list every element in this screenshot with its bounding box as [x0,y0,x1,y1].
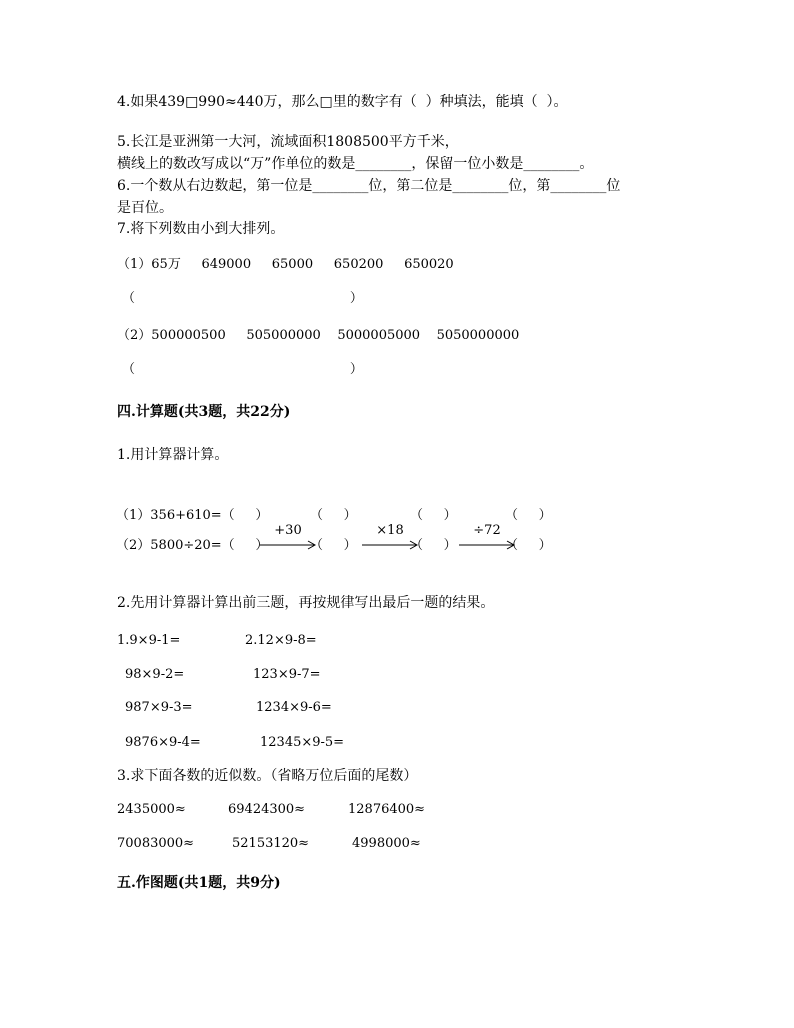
question-7-answer-1: （ ） [122,291,363,306]
calc-1-row-2-blank-4: （ ） [505,538,552,553]
question-7-answer-2: （ ） [122,362,363,377]
calc-2-title: 2.先用计算器计算出前三题，再按规律写出最后一题的结果。 [117,595,495,611]
calc-3-r1b: 69424300≈ [228,802,306,817]
calc-2-r4b: 12345×9-5= [260,735,345,750]
calc-1-row-2-blank-3: （ ） [410,538,457,553]
calc-2-r1a: 1.9×9-1= [117,633,181,648]
calc-3-r2a: 70083000≈ [117,836,195,851]
section-4-heading: 四.计算题(共3题，共22分) [117,404,291,420]
calc-1-row-2-blank-2: （ ） [310,538,357,553]
question-6-line-2: 是百位。 [117,200,173,216]
question-4: 4.如果439□990≈440万，那么□里的数字有（ ）种填法，能填（ ）。 [117,94,568,110]
calc-1-row-1-blank-4: （ ） [505,508,552,523]
calc-3-r1c: 12876400≈ [348,802,426,817]
calc-3-r2c: 4998000≈ [352,836,421,851]
arrow-times-18 [360,525,420,555]
calc-1-row-1-start: （1）356+610=（ ） [116,508,269,523]
question-6-line-1: 6.一个数从右边数起，第一位是________位，第二位是________位，第________位 [117,178,621,194]
calc-3-r2b: 52153120≈ [232,836,310,851]
question-7-list-2: （2）500000500 505000000 5000005000 5050000000 [117,328,520,343]
calc-1-row-2-start: （2）5800÷20=（ ） [116,538,269,553]
calc-3-r1a: 2435000≈ [117,802,186,817]
calc-1-row-1-blank-3: （ ） [410,508,457,523]
calc-1-row-1-blank-2: （ ） [310,508,357,523]
section-5-heading: 五.作图题(共1题，共9分) [117,875,281,891]
op-times-18-label: ×18 [376,523,404,538]
calc-1-title: 1.用计算器计算。 [117,447,229,463]
arrow-divide-72 [457,525,517,555]
op-plus-30-label: +30 [274,523,302,538]
question-5-line-2: 横线上的数改写成以“万”作单位的数是________，保留一位小数是________。 [117,156,594,172]
calc-3-title: 3.求下面各数的近似数。（省略万位后面的尾数） [117,768,418,784]
calc-2-r1b: 2.12×9-8= [245,633,317,648]
calc-2-r3b: 1234×9-6= [256,700,332,715]
question-7-list-1: （1）65万 649000 65000 650200 650020 [117,257,454,272]
calc-2-r2a: 98×9-2= [125,667,185,682]
calc-2-r2b: 123×9-7= [253,667,321,682]
calc-2-r4a: 9876×9-4= [125,735,201,750]
question-5-line-1: 5.长江是亚洲第一大河，流域面积1808500平方千米， [117,134,459,150]
question-7: 7.将下列数由小到大排列。 [117,221,285,237]
op-divide-72-label: ÷72 [473,523,501,538]
calc-2-r3a: 987×9-3= [125,700,193,715]
arrow-plus-30 [258,525,318,555]
